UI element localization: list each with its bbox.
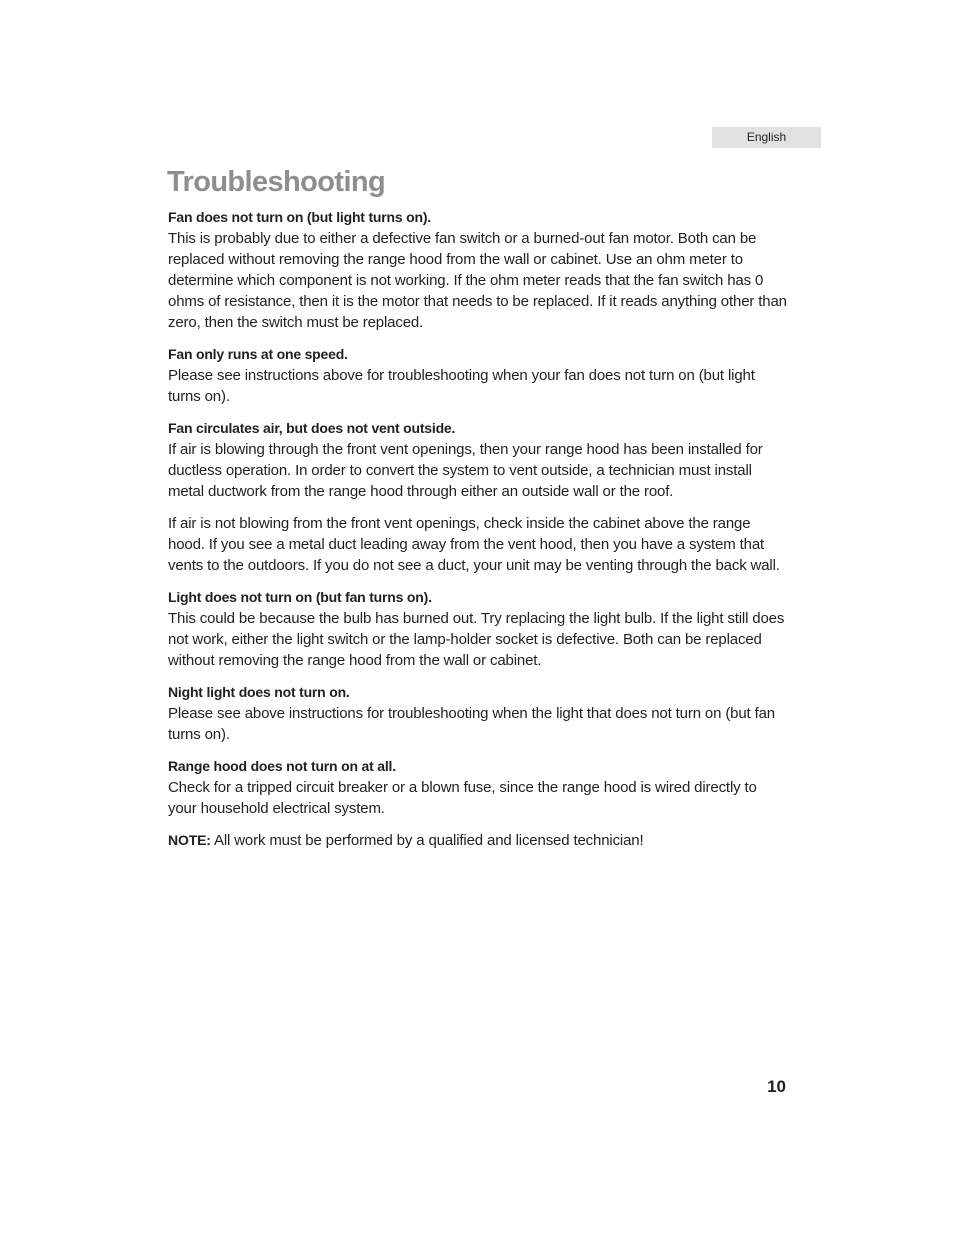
page-title: Troubleshooting <box>167 166 386 198</box>
section-paragraph: Please see instructions above for troubleshooting when your fan does not turn on (but light turns on). <box>168 367 755 405</box>
section-hood-not-on <box>168 756 788 819</box>
section-heading: Light does not turn on (but fan turns on). <box>168 589 432 605</box>
section-paragraph: This could be because the bulb has burned out. Try replacing the light bulb. If the light still does not work, either the light switch or the lamp-holder socket is defective. Both can be replaced without removing the range hood from the wall or cabinet. <box>168 610 785 669</box>
section-night-light <box>168 682 788 745</box>
language-tab: English <box>712 127 821 148</box>
section-heading: Night light does not turn on. <box>168 684 350 700</box>
section-heading: Fan circulates air, but does not vent outside. <box>168 420 456 436</box>
safety-note <box>168 830 788 851</box>
section-fan-not-on <box>168 207 788 333</box>
section-fan-no-vent <box>168 418 788 576</box>
section-heading: Fan does not turn on (but light turns on). <box>168 209 431 225</box>
section-fan-one-speed <box>168 344 788 407</box>
section-paragraph: If air is not blowing from the front vent openings, check inside the cabinet above the range hood. If you see a metal duct leading away from the vent hood, then you have a system that vents to the outdoors. If you do not see a duct, your unit may be venting through the back wall. <box>168 515 780 574</box>
section-paragraph: Please see above instructions for troubleshooting when the light that does not turn on (but fan turns on). <box>168 705 775 743</box>
section-paragraph: If air is blowing through the front vent openings, then your range hood has been installed for ductless operation. In order to convert the system to vent outside, a technician must install metal ductwork from the range hood through either an outside wall or the roof. <box>168 441 763 500</box>
section-heading: Fan only runs at one speed. <box>168 346 348 362</box>
page-number: 10 <box>767 1077 786 1096</box>
section-paragraph: Check for a tripped circuit breaker or a blown fuse, since the range hood is wired directly to your household electrical system. <box>168 779 757 817</box>
section-heading: Range hood does not turn on at all. <box>168 758 396 774</box>
section-paragraph: This is probably due to either a defective fan switch or a burned-out fan motor. Both can be replaced without removing the range hood from the wall or cabinet. Use an ohm meter to determine which component is not working. If the ohm meter reads that the fan switch has 0 ohms of resistance, then it is the motor that needs to be replaced. If it reads anything other than zero, then the switch must be replaced. <box>168 230 787 331</box>
section-light-not-on <box>168 587 788 671</box>
note-label: NOTE: <box>168 832 211 848</box>
troubleshooting-content <box>168 207 788 851</box>
note-text: All work must be performed by a qualified and licensed technician! <box>210 832 644 849</box>
